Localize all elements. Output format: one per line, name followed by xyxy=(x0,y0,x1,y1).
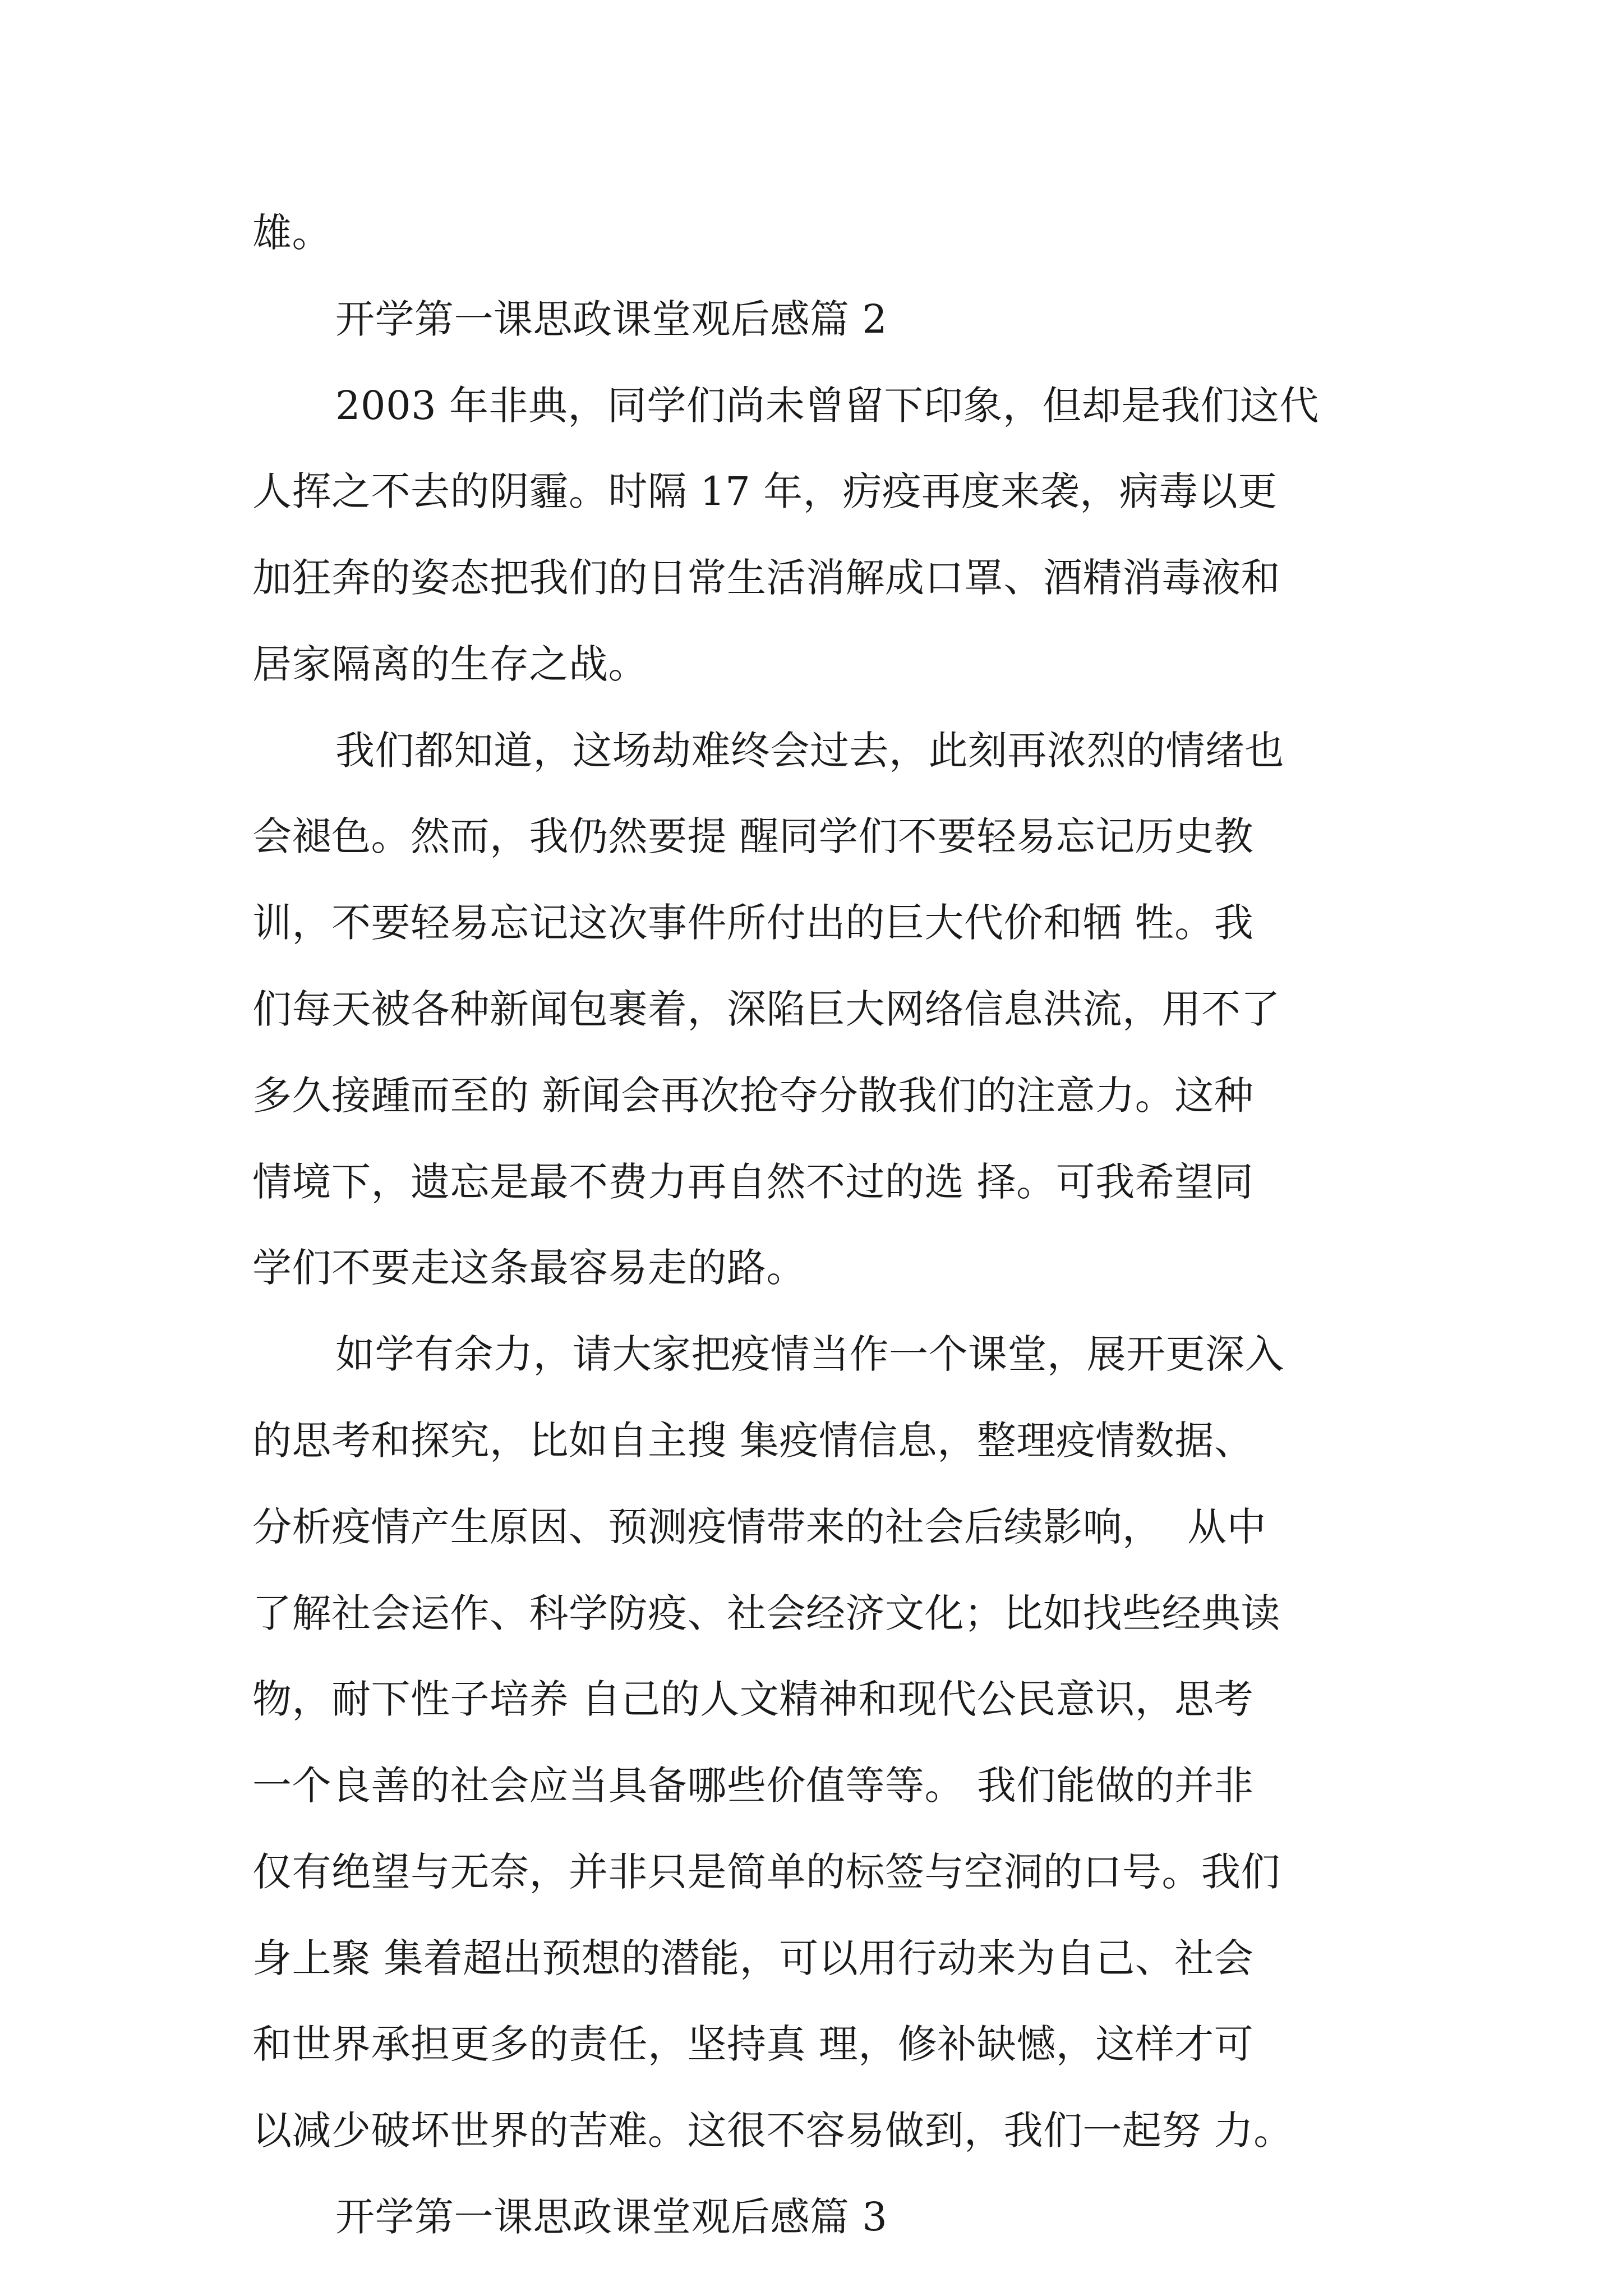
text-line: 的思考和探究，比如自主搜 集疫情信息，整理疫情数据、 xyxy=(252,1418,1254,1464)
text-line: 学们不要走这条最容易走的路。 xyxy=(252,1245,806,1291)
text-line: 一个良善的社会应当具备哪些价值等等。 我们能做的并非 xyxy=(252,1763,1254,1809)
text-line: 居家隔离的生存之战。 xyxy=(252,641,648,687)
text-line: 多久接踵而至的 新闻会再次抢夺分散我们的注意力。这种 xyxy=(252,1073,1254,1119)
text-line: 和世界承担更多的责任，坚持真 理，修补缺憾，这样才可 xyxy=(252,2021,1254,2067)
text-line: 雄。 xyxy=(252,210,331,256)
text-line: 情境下，遗忘是最不费力再自然不过的选 择。可我希望同 xyxy=(252,1159,1254,1205)
text-line: 训，不要轻易忘记这次事件所付出的巨大代价和牺 牲。我 xyxy=(252,900,1254,946)
text-line: 分析疫情产生原因、预测疫情带来的社会后续影响， 从中 xyxy=(252,1504,1267,1550)
text-line: 我们都知道，这场劫难终会过去，此刻再浓烈的情绪也 xyxy=(335,728,1284,774)
section-heading: 开学第一课思政课堂观后感篇 3 xyxy=(335,2194,888,2240)
text-line: 物，耐下性子培养 自己的人文精神和现代公民意识，思考 xyxy=(252,1676,1254,1722)
text-line: 身上聚 集着超出预想的潜能，可以用行动来为自己、社会 xyxy=(252,1935,1254,1981)
text-line: 了解社会运作、科学防疫、社会经济文化；比如找些经典读 xyxy=(252,1590,1280,1636)
text-line: 们每天被各种新闻包裹着，深陷巨大网络信息洪流，用不了 xyxy=(252,986,1280,1032)
text-line: 以减少破坏世界的苦难。这很不容易做到，我们一起努 力。 xyxy=(252,2108,1293,2154)
section-heading: 开学第一课思政课堂观后感篇 2 xyxy=(335,296,888,342)
text-line: 仅有绝望与无奈，并非只是简单的标签与空洞的口号。我们 xyxy=(252,1849,1280,1895)
text-line: 人挥之不去的阴霾。时隔 17 年，疠疫再度来袭，病毒以更 xyxy=(252,468,1278,514)
text-line: 2003 年非典，同学们尚未曾留下印象，但却是我们这代 xyxy=(335,383,1319,429)
text-line: 会褪色。然而，我仍然要提 醒同学们不要轻易忘记历史教 xyxy=(252,813,1254,859)
text-line: 如学有余力，请大家把疫情当作一个课堂，展开更深入 xyxy=(335,1331,1284,1377)
text-line: 加狂奔的姿态把我们的日常生活消解成口罩、酒精消毒液和 xyxy=(252,555,1280,601)
